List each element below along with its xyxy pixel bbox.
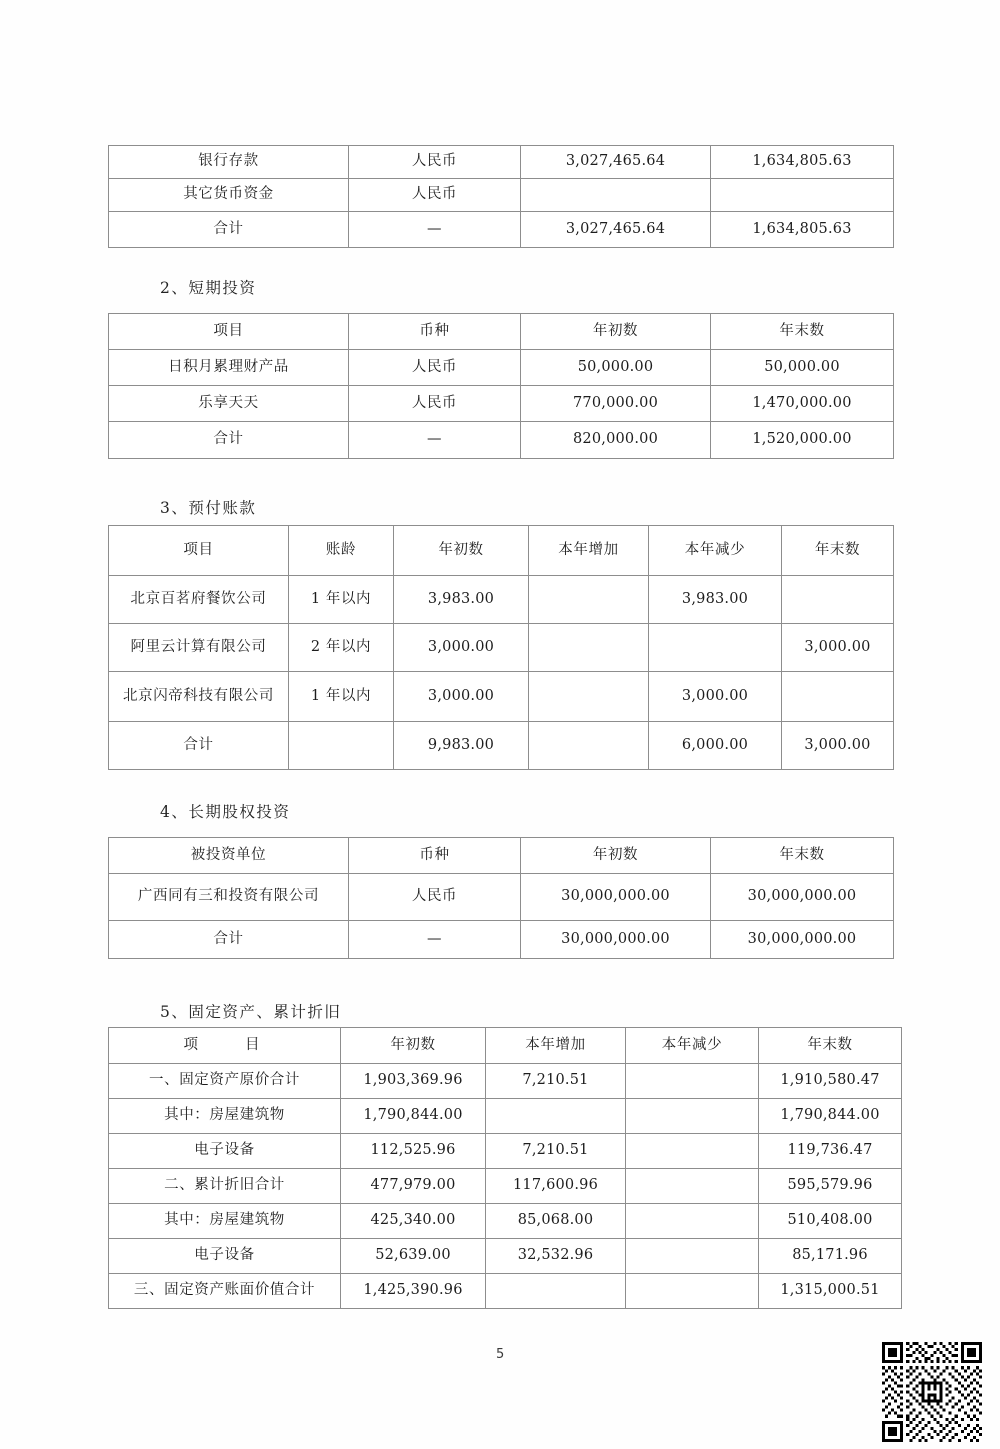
cell-increase: 117,600.96	[486, 1169, 626, 1204]
cell-item: 日积月累理财产品	[109, 350, 349, 386]
table-row	[109, 1134, 902, 1169]
cell-decrease	[649, 624, 782, 672]
cell-end: 3,000.00	[782, 624, 894, 672]
cell-currency: 人民币	[349, 874, 521, 921]
cell-item: 乐享天天	[109, 386, 349, 422]
cell-end: 1,315,000.51	[759, 1274, 902, 1309]
cell-increase: 7,210.51	[486, 1064, 626, 1099]
cell-end: 3,000.00	[782, 722, 894, 770]
cell-end: 1,910,580.47	[759, 1064, 902, 1099]
cell-item: 一、固定资产原价合计	[109, 1064, 341, 1099]
cell-item: 其中：房屋建筑物	[109, 1204, 341, 1239]
cell-item: 合计	[109, 422, 349, 459]
cell-decrease	[626, 1204, 759, 1239]
header-end: 年末数	[782, 526, 894, 576]
page-number: 5	[496, 1347, 505, 1362]
table-row	[109, 672, 894, 722]
cell-end: 1,790,844.00	[759, 1099, 902, 1134]
table-row	[109, 1239, 902, 1274]
table-header-row	[109, 838, 894, 874]
section-heading-4: 4、长期股权投资	[160, 803, 291, 821]
cell-begin: 1,425,390.96	[341, 1274, 486, 1309]
cell-end	[782, 576, 894, 624]
table-row	[109, 1099, 902, 1134]
header-item: 项目	[109, 314, 349, 350]
cell-begin: 30,000,000.00	[521, 921, 711, 959]
cell-end: 30,000,000.00	[711, 874, 894, 921]
cell-begin: 1,790,844.00	[341, 1099, 486, 1134]
cell-begin: 820,000.00	[521, 422, 711, 459]
cell-begin: 50,000.00	[521, 350, 711, 386]
cell-item: 合计	[109, 722, 289, 770]
table-row	[109, 576, 894, 624]
cell-begin: 770,000.00	[521, 386, 711, 422]
cell-increase	[529, 722, 649, 770]
table-row-total	[109, 212, 894, 248]
cell-increase: 32,532.96	[486, 1239, 626, 1274]
header-begin: 年初数	[341, 1028, 486, 1064]
table-row	[109, 386, 894, 422]
cell-begin	[521, 179, 711, 212]
cell-end: 1,634,805.63	[711, 146, 894, 179]
table-short-term-investment	[108, 313, 894, 459]
table-fixed-assets-depreciation	[108, 1027, 902, 1309]
cell-begin: 425,340.00	[341, 1204, 486, 1239]
cell-end: 50,000.00	[711, 350, 894, 386]
cell-investee: 合计	[109, 921, 349, 959]
cell-currency: —	[349, 921, 521, 959]
cell-decrease: 3,000.00	[649, 672, 782, 722]
section-heading-5: 5、固定资产、累计折旧	[160, 1003, 342, 1021]
cell-begin: 112,525.96	[341, 1134, 486, 1169]
qr-code-icon	[882, 1342, 982, 1442]
header-currency: 币种	[349, 314, 521, 350]
cell-increase: 85,068.00	[486, 1204, 626, 1239]
section-heading-2: 2、短期投资	[160, 279, 257, 297]
table-header-row	[109, 1028, 902, 1064]
cell-end: 1,470,000.00	[711, 386, 894, 422]
cell-item: 其它货币资金	[109, 179, 349, 212]
table-row-total	[109, 422, 894, 459]
cell-item: 三、固定资产账面价值合计	[109, 1274, 341, 1309]
table-prepayments	[108, 525, 894, 770]
cell-increase	[486, 1099, 626, 1134]
header-item: 项目	[109, 526, 289, 576]
header-investee: 被投资单位	[109, 838, 349, 874]
header-currency: 币种	[349, 838, 521, 874]
cell-increase	[529, 672, 649, 722]
table-long-term-equity-investment	[108, 837, 894, 959]
cell-decrease	[626, 1099, 759, 1134]
cell-item: 其中：房屋建筑物	[109, 1099, 341, 1134]
table-header-row	[109, 314, 894, 350]
cell-begin: 3,983.00	[394, 576, 529, 624]
cell-end: 85,171.96	[759, 1239, 902, 1274]
cell-end: 1,520,000.00	[711, 422, 894, 459]
cell-begin: 52,639.00	[341, 1239, 486, 1274]
cell-item: 电子设备	[109, 1134, 341, 1169]
cell-decrease: 3,983.00	[649, 576, 782, 624]
header-begin: 年初数	[521, 314, 711, 350]
cell-decrease	[626, 1064, 759, 1099]
cell-begin: 30,000,000.00	[521, 874, 711, 921]
cell-end	[711, 179, 894, 212]
cell-age: 1 年以内	[289, 576, 394, 624]
table-row	[109, 1169, 902, 1204]
cell-begin: 1,903,369.96	[341, 1064, 486, 1099]
cell-end: 510,408.00	[759, 1204, 902, 1239]
cell-currency: —	[349, 212, 521, 248]
cell-currency: —	[349, 422, 521, 459]
table-row	[109, 146, 894, 179]
cell-item: 阿里云计算有限公司	[109, 624, 289, 672]
section-heading-3: 3、预付账款	[160, 499, 257, 517]
table-header-row	[109, 526, 894, 576]
header-increase: 本年增加	[486, 1028, 626, 1064]
cell-begin: 3,000.00	[394, 672, 529, 722]
cell-currency: 人民币	[349, 350, 521, 386]
header-age: 账龄	[289, 526, 394, 576]
header-begin: 年初数	[394, 526, 529, 576]
cell-item: 合计	[109, 212, 349, 248]
cell-investee: 广西同有三和投资有限公司	[109, 874, 349, 921]
qr-code	[882, 1342, 982, 1442]
table-row	[109, 179, 894, 212]
cell-end: 1,634,805.63	[711, 212, 894, 248]
cell-increase	[529, 576, 649, 624]
header-end: 年末数	[711, 838, 894, 874]
cell-begin: 3,000.00	[394, 624, 529, 672]
cell-decrease	[626, 1134, 759, 1169]
header-decrease: 本年减少	[649, 526, 782, 576]
cell-currency: 人民币	[349, 179, 521, 212]
cell-begin: 3,027,465.64	[521, 146, 711, 179]
cell-end: 595,579.96	[759, 1169, 902, 1204]
cell-item: 北京闪帝科技有限公司	[109, 672, 289, 722]
cell-increase	[529, 624, 649, 672]
cell-end: 30,000,000.00	[711, 921, 894, 959]
cell-begin: 9,983.00	[394, 722, 529, 770]
cell-item: 电子设备	[109, 1239, 341, 1274]
table-row	[109, 1204, 902, 1239]
cell-increase	[486, 1274, 626, 1309]
cell-age: 2 年以内	[289, 624, 394, 672]
table-row	[109, 874, 894, 921]
cell-end	[782, 672, 894, 722]
table-row	[109, 350, 894, 386]
header-end: 年末数	[759, 1028, 902, 1064]
header-item: 项 目	[109, 1028, 341, 1064]
cell-decrease	[626, 1239, 759, 1274]
cell-end: 119,736.47	[759, 1134, 902, 1169]
table-cash-and-equivalents	[108, 145, 894, 248]
cell-begin: 3,027,465.64	[521, 212, 711, 248]
cell-decrease	[626, 1274, 759, 1309]
table-row-total	[109, 722, 894, 770]
header-increase: 本年增加	[529, 526, 649, 576]
cell-age: 1 年以内	[289, 672, 394, 722]
cell-currency: 人民币	[349, 386, 521, 422]
cell-item: 北京百茗府餐饮公司	[109, 576, 289, 624]
table-row	[109, 1064, 902, 1099]
cell-increase: 7,210.51	[486, 1134, 626, 1169]
header-decrease: 本年减少	[626, 1028, 759, 1064]
header-end: 年末数	[711, 314, 894, 350]
cell-item: 银行存款	[109, 146, 349, 179]
cell-decrease	[626, 1169, 759, 1204]
table-row-total	[109, 921, 894, 959]
table-row-total	[109, 1274, 902, 1309]
header-begin: 年初数	[521, 838, 711, 874]
table-row	[109, 624, 894, 672]
cell-decrease: 6,000.00	[649, 722, 782, 770]
cell-age	[289, 722, 394, 770]
cell-begin: 477,979.00	[341, 1169, 486, 1204]
cell-currency: 人民币	[349, 146, 521, 179]
cell-item: 二、累计折旧合计	[109, 1169, 341, 1204]
